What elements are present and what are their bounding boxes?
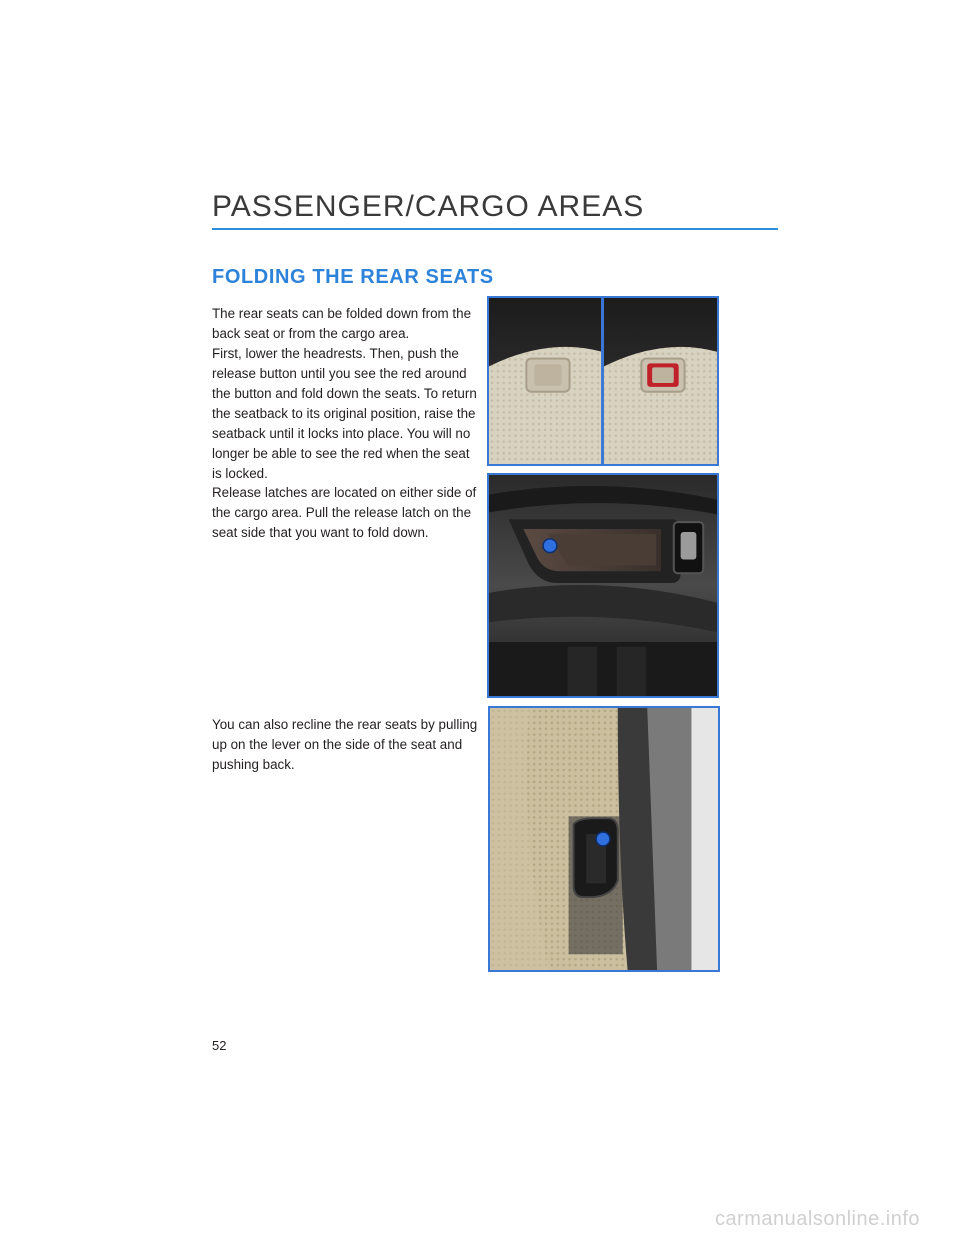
cargo-release-latch-photo [487,473,719,698]
release-button-photo [487,296,719,466]
paragraph-intro: The rear seats can be folded down from the back seat or from the cargo area. [212,306,472,341]
cargo-latch-illustration [489,475,717,696]
paragraph-release-latches: Release latches are located on either side of the cargo area. Pull the release latch on the seat side that you want to fold down. [212,485,477,540]
page-heading: FOLDING THE REAR SEATS [212,266,494,288]
recline-lever-photo [488,706,720,972]
callout-dot-icon [543,539,557,553]
watermark: carmanualsonline.info [714,1208,920,1230]
paragraph-recline: You can also recline the rear seats by pulling up on the lever on the side of the seat and pushing back. [212,717,478,772]
page-number: 52 [212,1038,227,1053]
section-header: PASSENGER/CARGO AREAS [212,190,645,223]
recline-lever-illustration [490,708,718,970]
paragraph-release-button: First, lower the headrests. Then, push the release button until you see the red around the button and fold down the seats. To return the seatback to its original position, raise the seatback until it locks into place. You will no longer be able to see the red when the seat is locked. [212,346,477,481]
callout-dot-icon [596,832,610,846]
section-rule [212,228,778,230]
release-button-illustration [489,298,717,464]
